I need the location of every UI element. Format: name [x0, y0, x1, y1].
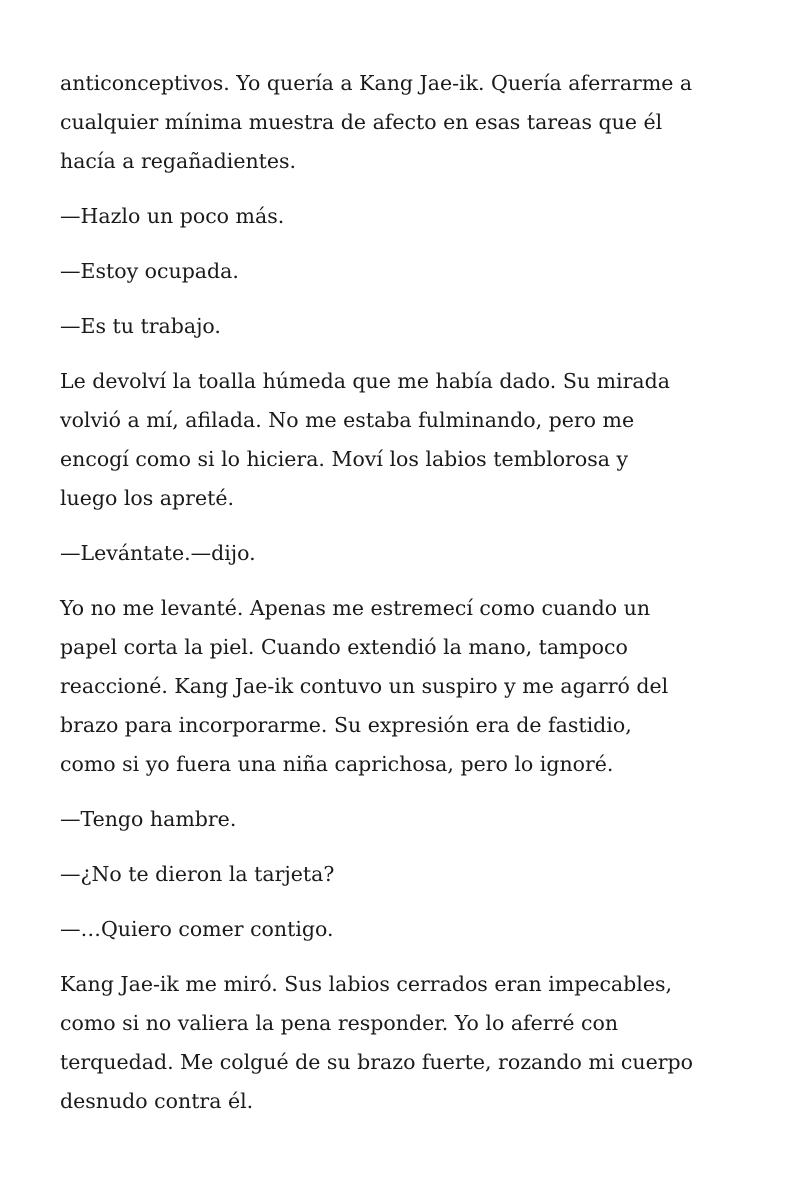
text-line: encogí como si lo hiciera. Moví los labios temblorosa y — [60, 447, 629, 471]
paragraph — [60, 64, 760, 181]
text-line: terquedad. Me colgué de su brazo fuerte, rozando mi cuerpo — [60, 1050, 693, 1074]
text-line: como si yo fuera una niña caprichosa, pero lo ignoré. — [60, 752, 614, 776]
text-line: Yo no me levanté. Apenas me estremecí como cuando un — [60, 596, 651, 620]
paragraph — [60, 855, 760, 894]
text-line: reaccioné. Kang Jae-ik contuvo un suspiro y me agarró del — [60, 674, 669, 698]
paragraph — [60, 965, 760, 1121]
text-line: —Levántate.—dijo. — [60, 541, 256, 565]
book-page — [60, 64, 760, 1137]
text-line: hacía a regañadientes. — [60, 149, 297, 173]
text-line: cualquier mínima muestra de afecto en esas tareas que él — [60, 110, 663, 134]
paragraph — [60, 307, 760, 346]
text-line: anticonceptivos. Yo quería a Kang Jae-ik. Quería aferrarme a — [60, 71, 693, 95]
text-line: —Es tu trabajo. — [60, 314, 221, 338]
text-line: desnudo contra él. — [60, 1089, 254, 1113]
paragraph — [60, 197, 760, 236]
text-line: —Tengo hambre. — [60, 807, 237, 831]
paragraph — [60, 910, 760, 949]
text-line: —…Quiero comer contigo. — [60, 917, 334, 941]
paragraph — [60, 589, 760, 784]
text-line: luego los apreté. — [60, 486, 234, 510]
paragraph — [60, 252, 760, 291]
text-line: —Estoy ocupada. — [60, 259, 239, 283]
text-line: Kang Jae-ik me miró. Sus labios cerrados eran impecables, — [60, 972, 672, 996]
text-line: Le devolví la toalla húmeda que me había dado. Su mirada — [60, 369, 670, 393]
text-line: como si no valiera la pena responder. Yo lo aferré con — [60, 1011, 619, 1035]
paragraph — [60, 534, 760, 573]
text-line: volvió a mí, afilada. No me estaba fulminando, pero me — [60, 408, 635, 432]
text-line: —Hazlo un poco más. — [60, 204, 285, 228]
paragraph — [60, 362, 760, 518]
text-line: —¿No te dieron la tarjeta? — [60, 862, 335, 886]
text-line: papel corta la piel. Cuando extendió la mano, tampoco — [60, 635, 628, 659]
text-line: brazo para incorporarme. Su expresión era de fastidio, — [60, 713, 632, 737]
paragraph — [60, 800, 760, 839]
